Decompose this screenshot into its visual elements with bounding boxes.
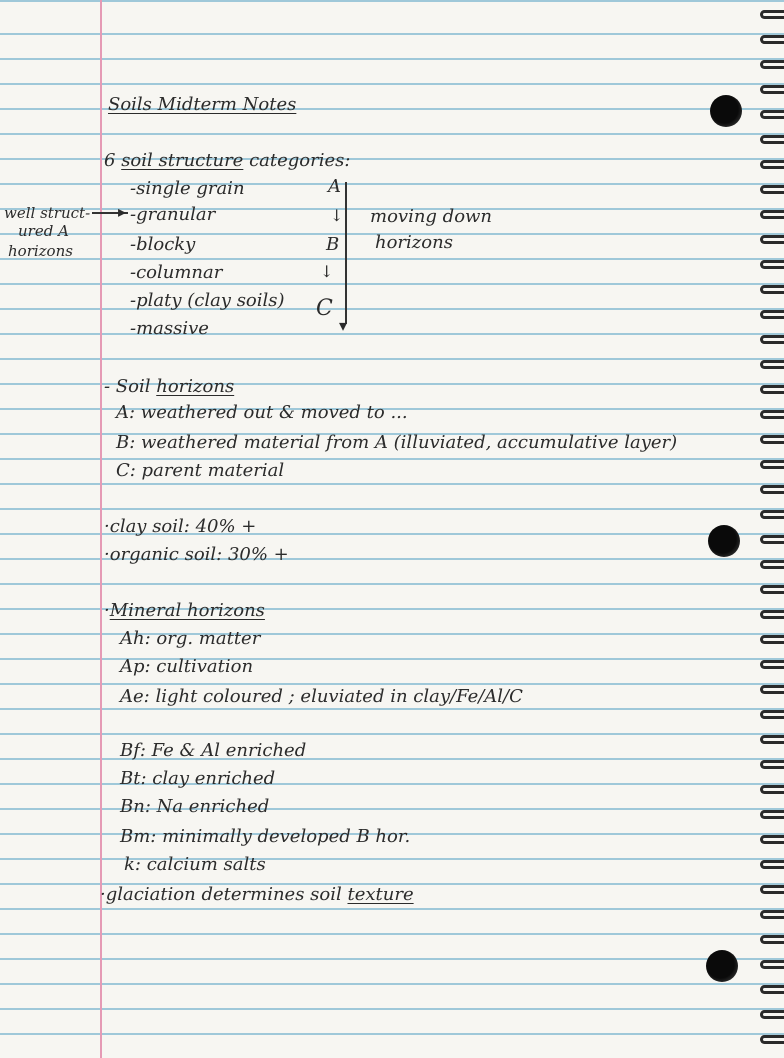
binder-hole — [706, 950, 738, 982]
binder-hole — [710, 95, 742, 127]
spiral-ring — [760, 610, 784, 619]
arrow-down-icon: ↓ — [320, 262, 334, 281]
horizon-line: C: parent material — [116, 460, 285, 481]
horizon-line: B: weathered material from A (illuviated, accumulative layer) — [116, 432, 678, 453]
spiral-ring — [760, 460, 784, 469]
spiral-ring — [760, 310, 784, 319]
spiral-ring — [760, 885, 784, 894]
arrow-right-icon: ▸ — [118, 202, 127, 221]
spiral-ring — [760, 685, 784, 694]
spiral-ring — [760, 835, 784, 844]
binder-hole — [708, 525, 740, 557]
structure-item: -platy (clay soils) — [130, 290, 285, 311]
spiral-ring — [760, 985, 784, 994]
structure-item: -columnar — [130, 262, 223, 283]
spiral-ring — [760, 210, 784, 219]
spiral-ring — [760, 410, 784, 419]
horizon-line: A: weathered out & moved to ... — [116, 402, 408, 423]
arrow-down-icon: ↓ — [330, 206, 344, 225]
spiral-ring — [760, 35, 784, 44]
spiral-ring — [760, 135, 784, 144]
spiral-ring — [760, 10, 784, 19]
mineral-line: Bf: Fe & Al enriched — [120, 740, 307, 761]
spiral-ring — [760, 160, 784, 169]
spiral-ring — [760, 435, 784, 444]
moving-note-line: horizons — [375, 232, 453, 253]
spiral-ring — [760, 635, 784, 644]
mineral-line: Bt: clay enriched — [120, 768, 276, 789]
moving-note-line: moving down — [370, 206, 493, 227]
horizons-heading: - Soil horizons — [104, 376, 235, 397]
mineral-line: Ap: cultivation — [120, 656, 254, 677]
spiral-ring — [760, 735, 784, 744]
margin-note-line: horizons — [8, 242, 73, 260]
spiral-ring — [760, 585, 784, 594]
margin-note-line: ured A — [18, 222, 69, 240]
spiral-ring — [760, 235, 784, 244]
structure-item: -single grain — [130, 178, 245, 199]
structure-heading: 6 soil structure categories: — [104, 150, 351, 171]
horizon-letter: A — [328, 176, 341, 197]
spiral-ring — [760, 60, 784, 69]
spiral-ring — [760, 960, 784, 969]
page-title: Soils Midterm Notes — [108, 94, 297, 115]
spiral-ring — [760, 260, 784, 269]
spiral-ring — [760, 860, 784, 869]
texture-line: ·glaciation determines soil texture — [100, 884, 414, 905]
margin-note-line: well struct- — [4, 204, 91, 222]
spiral-ring — [760, 710, 784, 719]
structure-item: -granular — [130, 204, 216, 225]
fact-line: ·clay soil: 40% + — [104, 516, 257, 537]
spiral-ring — [760, 1035, 784, 1044]
mineral-line: Bn: Na enriched — [120, 796, 270, 817]
direction-line — [345, 182, 347, 324]
mineral-line: Ae: light coloured ; eluviated in clay/Fe/Al/C — [120, 686, 523, 707]
spiral-ring — [760, 560, 784, 569]
spiral-ring — [760, 285, 784, 294]
mineral-line: Ah: org. matter — [120, 628, 261, 649]
structure-item: -massive — [130, 318, 209, 339]
horizon-letter: C — [316, 296, 333, 321]
spiral-ring — [760, 335, 784, 344]
spiral-binding — [760, 0, 784, 1058]
spiral-ring — [760, 510, 784, 519]
spiral-ring — [760, 785, 784, 794]
spiral-ring — [760, 360, 784, 369]
arrow-down-icon: ▾ — [339, 316, 348, 335]
spiral-ring — [760, 110, 784, 119]
horizon-letter: B — [326, 234, 340, 255]
spiral-ring — [760, 935, 784, 944]
spiral-ring — [760, 660, 784, 669]
mineral-line: Bm: minimally developed B hor. — [120, 826, 411, 847]
mineral-line: k: calcium salts — [124, 854, 266, 875]
fact-line: ·organic soil: 30% + — [104, 544, 289, 565]
spiral-ring — [760, 910, 784, 919]
spiral-ring — [760, 385, 784, 394]
structure-item: -blocky — [130, 234, 196, 255]
spiral-ring — [760, 535, 784, 544]
spiral-ring — [760, 85, 784, 94]
spiral-ring — [760, 810, 784, 819]
spiral-ring — [760, 185, 784, 194]
spiral-ring — [760, 485, 784, 494]
spiral-ring — [760, 1010, 784, 1019]
mineral-heading: ·Mineral horizons — [104, 600, 265, 621]
spiral-ring — [760, 760, 784, 769]
